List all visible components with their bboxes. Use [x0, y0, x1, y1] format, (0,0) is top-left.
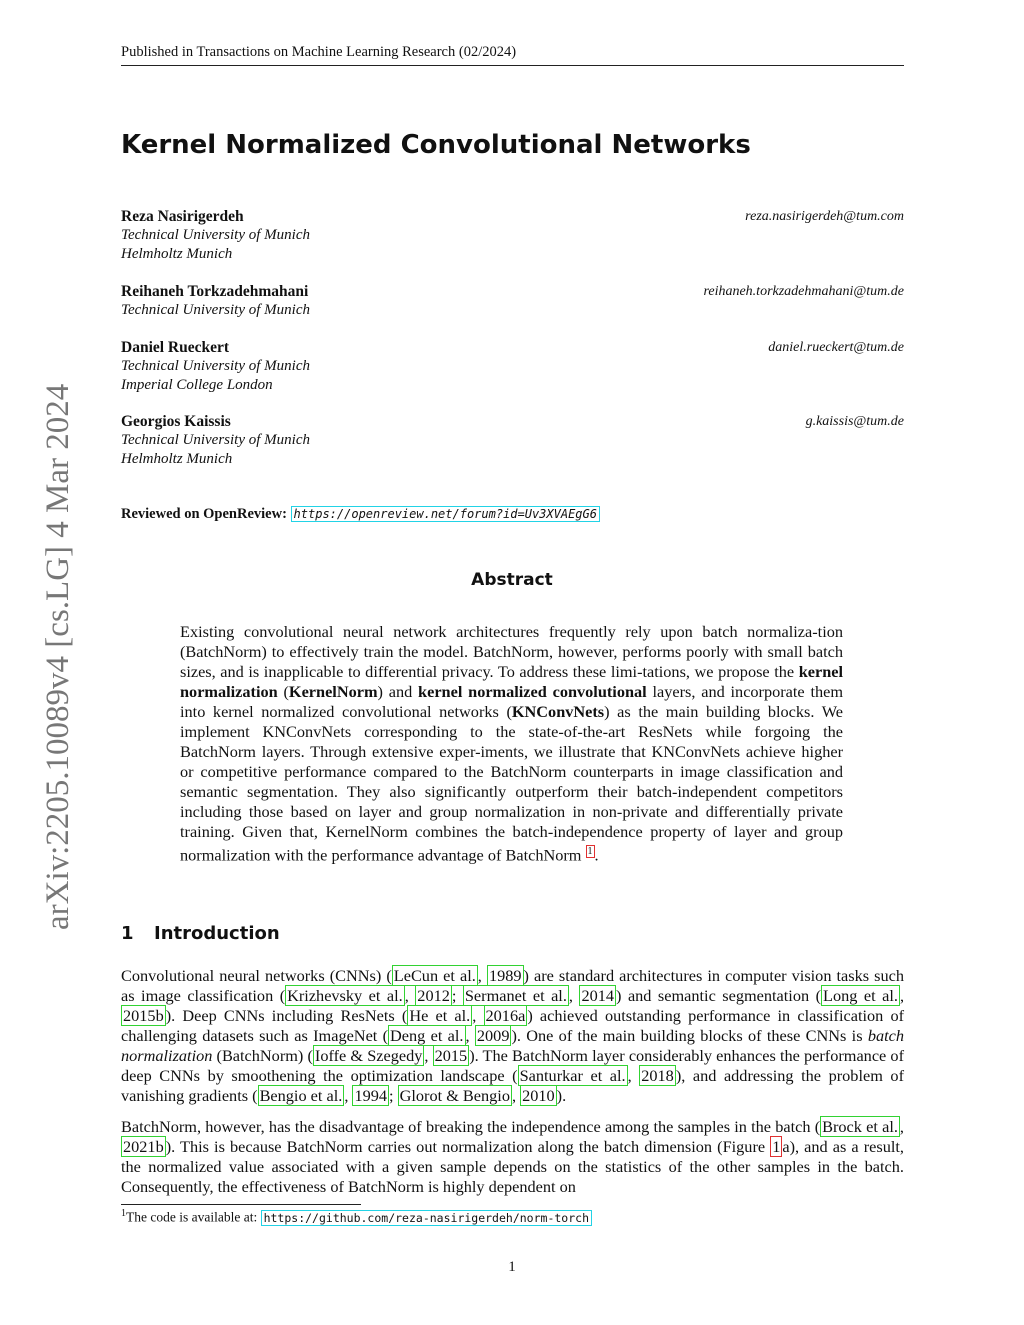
- text-span: a), and as a result, the normalized value associated with a given sample depends on the statistics of the other samples in the batch. Consequently, the effectiveness of BatchNorm is highly dependent on: [121, 1137, 905, 1196]
- text-span: ) achieved outstanding performance in classification of challenging datasets such as ImageNet (: [121, 1006, 905, 1045]
- abstract-span: .: [594, 845, 599, 865]
- citation-link[interactable]: Sermanet et al.: [464, 986, 567, 1005]
- abstract-text: [180, 622, 843, 865]
- text-span: ,: [568, 986, 580, 1005]
- intro-paragraph-1: [121, 966, 904, 1106]
- text-span: ,: [899, 1117, 904, 1136]
- page-number: 1: [508, 1259, 516, 1275]
- text-span: ). This is because BatchNorm carries out normalization along the batch dimension (Figure: [165, 1137, 771, 1156]
- author-email[interactable]: reza.nasirigerdeh@tum.com: [745, 209, 904, 224]
- abstract-bold: KNConvNets: [511, 702, 605, 721]
- author-affiliation: Technical University of Munich: [121, 358, 310, 374]
- author-email[interactable]: reihaneh.torkzadehmahani@tum.de: [703, 284, 904, 299]
- citation-link[interactable]: Brock et al.: [822, 1117, 898, 1136]
- abstract-bold: kernel normalization: [180, 662, 843, 701]
- abstract-span: ) as the main building blocks. We implement KNConvNets corresponding to the state-of-the-art ResNets while forgoing the BatchNorm layers. Through extensive exper-iments, we illustrate that KNConvNets achieve higher or competitive performance compared to the BatchNorm counterparts in image classification and semantic segmentation. They also significantly outperform their batch-independent competitors including those based on layer and group normalization in non-private and differentially private training. Given that, KernelNorm combines the batch-independence property of layer and group normalization with the performance advantage of BatchNorm: [180, 702, 843, 865]
- emphasis-text: batch normalization: [121, 1026, 905, 1065]
- text-span: Convolutional neural networks (CNNs) (: [121, 966, 392, 985]
- author-affiliation: Helmholtz Munich: [121, 451, 233, 467]
- text-span: ). Deep CNNs including ResNets (: [165, 1006, 408, 1025]
- text-span: ,: [472, 1006, 484, 1025]
- text-span: ,: [627, 1066, 640, 1085]
- citation-link[interactable]: 2021b: [123, 1137, 164, 1156]
- citation-link[interactable]: 1989: [488, 966, 522, 985]
- text-span: (BatchNorm) (: [212, 1046, 313, 1065]
- citation-link[interactable]: 2014: [581, 986, 615, 1005]
- citation-link[interactable]: 2018: [641, 1066, 674, 1085]
- author-block: [121, 338, 904, 395]
- text-span: ,: [404, 986, 416, 1005]
- author-name: Daniel Rueckert: [121, 339, 230, 356]
- text-span: ;: [389, 1086, 398, 1105]
- text-span: BatchNorm, however, has the disadvantage of breaking the independence among the samples in the batch (: [121, 1117, 821, 1136]
- abstract-heading: Abstract: [471, 570, 553, 590]
- citation-link[interactable]: Santurkar et al.: [519, 1066, 626, 1085]
- author-block: [121, 207, 904, 264]
- footnote-mark: 1: [121, 1208, 126, 1219]
- citation-link[interactable]: Ioffe & Szegedy: [314, 1046, 423, 1065]
- citation-link[interactable]: 2015: [434, 1046, 468, 1065]
- section-heading-introduction: [121, 923, 280, 944]
- text-span: ) are standard architectures in computer vision tasks such as image classification (: [121, 966, 904, 1005]
- paper-title: Kernel Normalized Convolutional Networks: [121, 130, 751, 160]
- citation-link[interactable]: 2010: [522, 1086, 555, 1105]
- text-span: ).: [556, 1086, 567, 1105]
- figure-ref-link[interactable]: 1: [772, 1137, 781, 1156]
- abstract-bold: KernelNorm: [288, 682, 378, 701]
- text-span: ,: [424, 1046, 433, 1065]
- text-span: ;: [451, 986, 463, 1005]
- github-link[interactable]: https://github.com/reza-nasirigerdeh/norm-torch: [261, 1210, 592, 1226]
- text-span: ,: [511, 1086, 521, 1105]
- text-span: ), and addressing the problem of vanishing gradients (: [121, 1066, 904, 1105]
- citation-link[interactable]: Long et al.: [823, 986, 898, 1005]
- section-number: 1: [121, 923, 134, 944]
- author-affiliation: Helmholtz Munich: [121, 246, 233, 262]
- abstract-span: Existing convolutional neural network architectures frequently rely upon batch normaliza-tion (BatchNorm) to effectively train the model. BatchNorm, however, performs poorly with small batch sizes, and is inapplicable to differential privacy. To address these limi-tations, we propose the: [180, 622, 843, 681]
- text-span: ,: [899, 986, 905, 1005]
- citation-link[interactable]: Bengio et al.: [259, 1086, 343, 1105]
- text-span: ). One of the main building blocks of these CNNs is: [511, 1026, 868, 1045]
- author-email[interactable]: daniel.rueckert@tum.de: [768, 340, 904, 355]
- citation-link[interactable]: 2009: [476, 1026, 510, 1045]
- text-span: ,: [344, 1086, 353, 1105]
- text-span: ). The BatchNorm layer considerably enhances the performance of deep CNNs by smoothening the optimization landscape (: [121, 1046, 904, 1085]
- author-email[interactable]: g.kaissis@tum.de: [805, 414, 904, 429]
- author-name: Georgios Kaissis: [121, 413, 231, 430]
- citation-link[interactable]: LeCun et al.: [393, 966, 476, 985]
- openreview-line: [121, 506, 600, 523]
- citation-link[interactable]: 2016a: [485, 1006, 526, 1025]
- author-name: Reza Nasirigerdeh: [121, 208, 244, 225]
- running-header: Published in Transactions on Machine Learning Research (02/2024): [121, 44, 904, 66]
- citation-link[interactable]: He et al.: [409, 1006, 471, 1025]
- citation-link[interactable]: 1994: [354, 1086, 388, 1105]
- author-block: [121, 412, 904, 469]
- arxiv-identifier: arXiv:2205.10089v4 [cs.LG] 4 Mar 2024: [40, 383, 76, 930]
- footnote-text: The code is available at:: [126, 1209, 261, 1225]
- citation-link[interactable]: Krizhevsky et al.: [287, 986, 403, 1005]
- footnote: [121, 1208, 592, 1226]
- citation-link[interactable]: Glorot & Bengio: [399, 1086, 510, 1105]
- author-block: [121, 282, 904, 320]
- author-affiliation: Technical University of Munich: [121, 302, 310, 318]
- author-name: Reihaneh Torkzadehmahani: [121, 283, 309, 300]
- text-span: ) and semantic segmentation (: [616, 986, 822, 1005]
- text-span: ,: [477, 966, 487, 985]
- citation-link[interactable]: Deng et al.: [390, 1026, 464, 1045]
- openreview-link[interactable]: https://openreview.net/forum?id=Uv3XVAEgG6: [291, 506, 600, 522]
- abstract-span: layers, and incorporate them into kernel normalized convolutional networks (: [180, 682, 844, 721]
- abstract-span: ) and: [377, 682, 419, 701]
- abstract-span: (: [277, 682, 289, 701]
- citation-link[interactable]: 2012: [417, 986, 450, 1005]
- footnote-ref-link[interactable]: 1: [587, 846, 593, 857]
- review-label: Reviewed on OpenReview:: [121, 506, 287, 522]
- abstract-bold: kernel normalized convolutional: [418, 682, 647, 701]
- citation-link[interactable]: 2015b: [123, 1006, 164, 1025]
- author-affiliation: Technical University of Munich: [121, 432, 310, 448]
- text-span: ,: [465, 1026, 475, 1045]
- intro-paragraph-2: [121, 1117, 904, 1197]
- footnote-divider: [121, 1204, 361, 1205]
- author-affiliation: Technical University of Munich: [121, 227, 310, 243]
- author-affiliation: Imperial College London: [121, 377, 273, 393]
- section-title: Introduction: [154, 923, 280, 944]
